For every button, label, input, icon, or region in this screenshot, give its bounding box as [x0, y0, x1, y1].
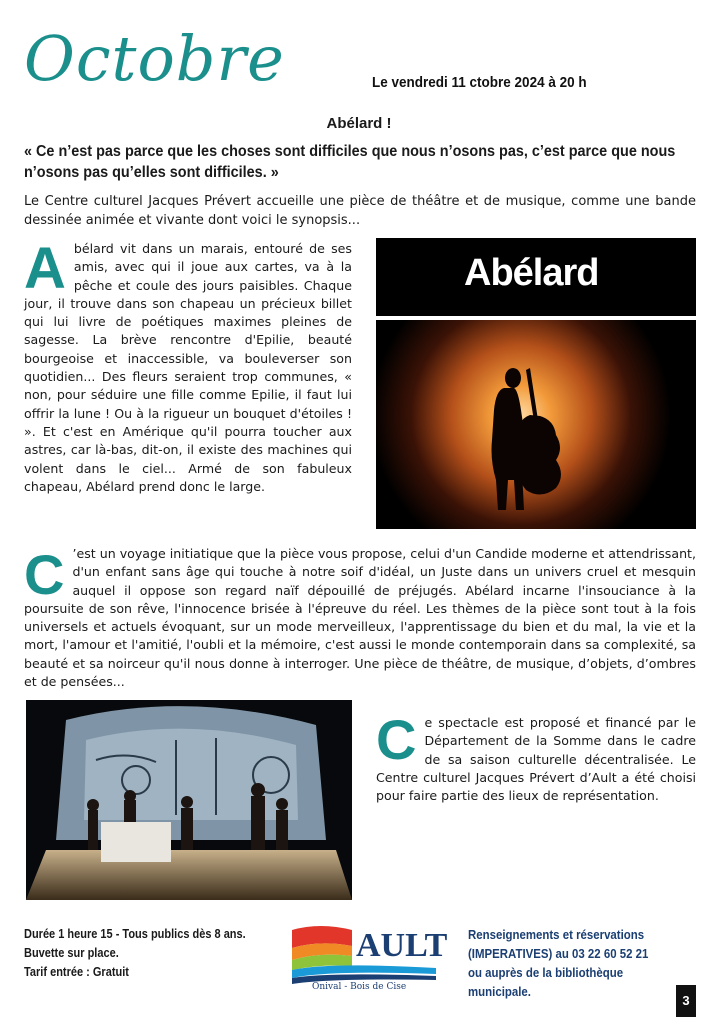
info-line-3: ou auprès de la bibliothèque municipale. [468, 965, 624, 999]
funding-text: e spectacle est proposé et financé par le Département de la Somme dans le cadre de sa saison culturelle décentralisée. Le Centre culturel Jacques Prévert d’Ault a été choisi pour faire partie des lieux de représentation. [376, 715, 696, 804]
month-title: Octobre [24, 22, 285, 95]
intro-paragraph: Le Centre culturel Jacques Prévert accueille une pièce de théâtre et de musique, comme une bande dessinée animée et vivante dont voici le synopsis... [24, 194, 696, 228]
duration-line: Durée 1 heure 15 - Tous publics dès 8 ans. [24, 927, 246, 941]
tarif-line: Tarif entrée : Gratuit [24, 965, 129, 979]
theme-text: ’est un voyage initiatique que la pièce vous propose, celui d'un Candide moderne et attendrissant, d'un enfant sans âge qui touche à notre soif d'idéal, un Juste dans un univers cruel et mesquin auquel il oppose son regard naïf dépouillé de préjugés. Abélard incarne l'insouciance à la poursuite de son rêve, l'innocence brisée à l'épreuve du réel. Les thèmes de la pièce sont tout à la fois universels et actuels évoquant, sur un mode merveilleux, l'apprentissage du bien et du mal, la vie et la mort, l'amour et l'amitié, l'oubli et la mémoire, c'est aussi le monde contemporain dans sa complexité, sa beauté et sa noirceur qu'il nous donne à interroger. Une pièce de théâtre, de musique, d’objets, d’ombres et de pensées... [24, 546, 696, 690]
ault-logo-text: AULT [356, 927, 448, 964]
dropcap-a: A [24, 236, 66, 301]
double-bass-player-silhouette [376, 320, 696, 529]
dropcap-c2: C [376, 708, 417, 771]
poster-title: Abélard [464, 252, 599, 294]
stage-photo [26, 700, 352, 900]
quote: « Ce n’est pas parce que les choses sont difficiles que nous n’osons pas, c’est parce que nous n’osons pas qu’elles sont difficiles. » [24, 143, 676, 181]
buvette-line: Buvette sur place. [24, 946, 119, 960]
spotlight-stage [376, 320, 696, 529]
poster-image [376, 238, 696, 529]
synopsis-paragraph [24, 236, 352, 496]
event-date: Le vendredi 11 ctobre 2024 à 20 h [372, 74, 587, 91]
info-line-2: (IMPERATIVES) au 03 22 60 52 21 [468, 946, 649, 961]
practical-info [24, 925, 246, 982]
synopsis-text: bélard vit dans un marais, entouré de ses amis, avec qui il joue aux cartes, va à la pêche et coule des jours paisibles. Chaque jour, il trouve dans son chapeau un précieux billet qui lui livre de poétiques maximes pleines de sagesse. La brève rencontre d'Epilie, beauté bourgeoise et inaccessible, va bouleverser son quotidien... Des fleurs seraient trop communes, « non, pour séduire une fille comme Epilie, il faut lui offrir la lune ! Ou à la rigueur un bouquet d'étoiles ! ». Et c'est en Amérique qu'il pourra toucher aux astres, car là-bas, dit-on, il existe des machines qui volent dans le ciel... Armé de son fabuleux chapeau, Abélard prend donc le large. [24, 241, 352, 494]
theme-paragraph [24, 545, 696, 691]
show-title: Abélard ! [326, 115, 392, 132]
funding-paragraph [376, 708, 696, 805]
ault-logo-subtitle: Onival - Bois de Cise [312, 982, 407, 992]
info-line-1: Renseignements et réservations [468, 927, 645, 942]
dropcap-c: C [24, 543, 65, 606]
page-number: 3 [676, 985, 696, 1017]
stage-scene [26, 700, 352, 900]
reservation-info [468, 925, 688, 1001]
